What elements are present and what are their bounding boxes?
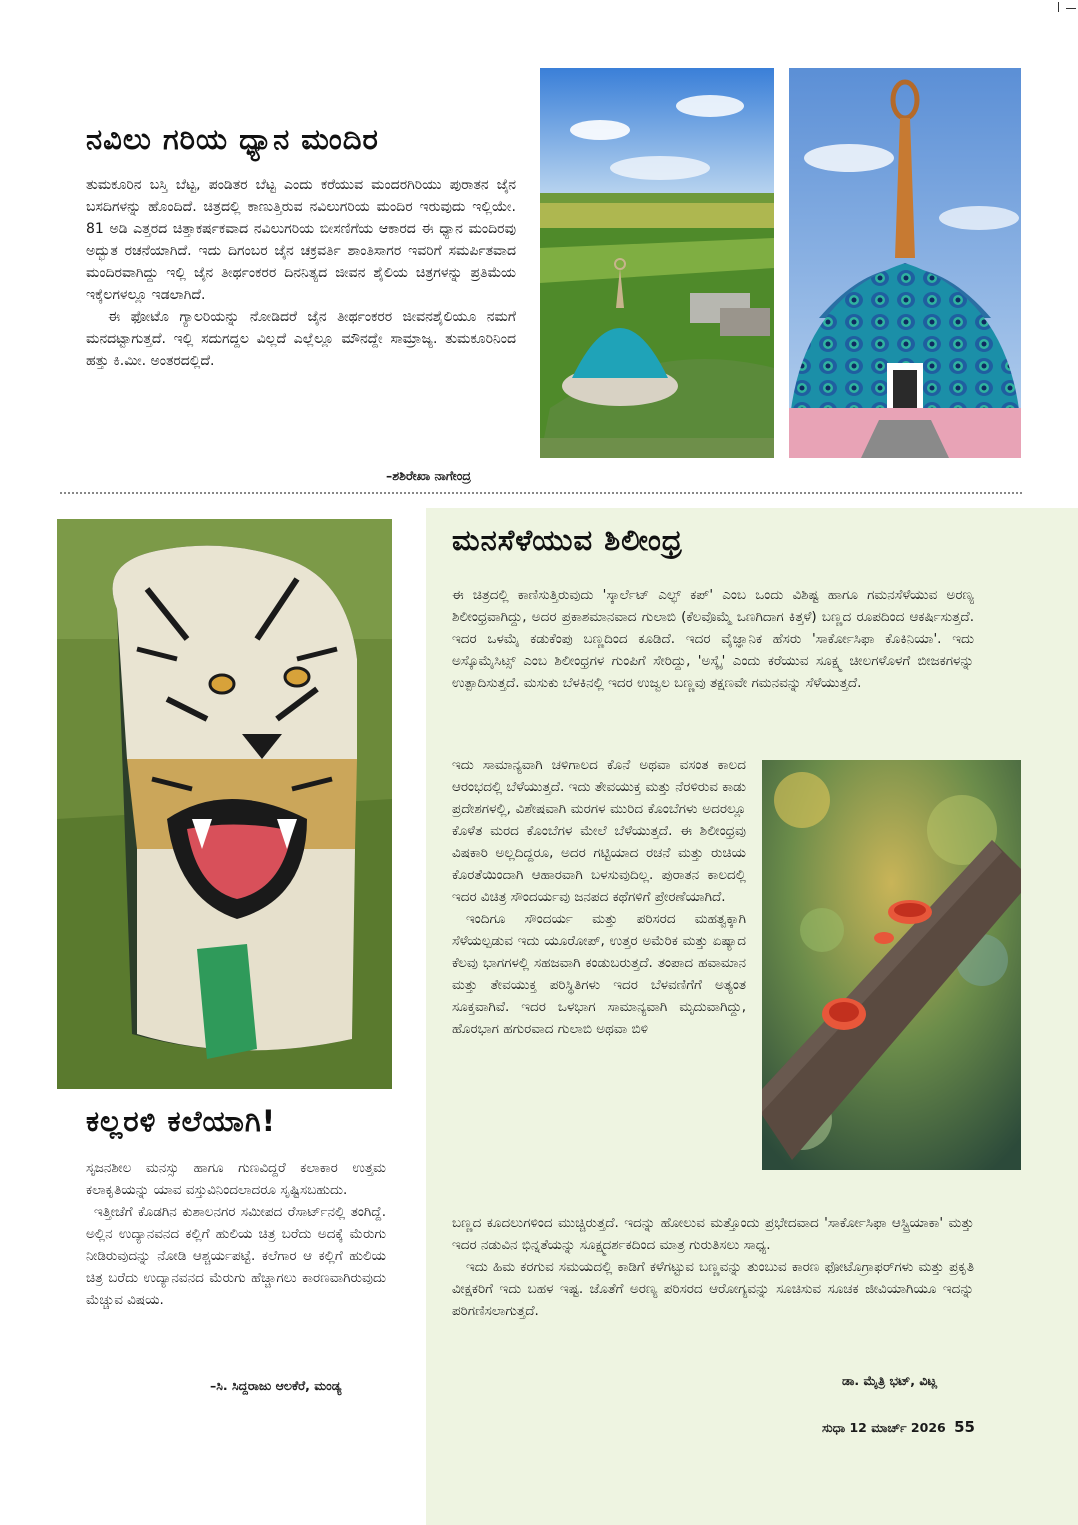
footer-page-number: 55 — [954, 1418, 975, 1436]
article3-para4: ಇದು ಹಿಮ ಕರಗುವ ಸಮಯದಲ್ಲಿ ಕಾಡಿಗೆ ಕಳೆಗಟ್ಟುವ ಬಣ್ಣವನ್ನು ತುಂಬುವ ಕಾರಣ ಫೋಟೊಗ್ರಾಫರ್‌ಗಳು ಮತ್ತು ಪ್ರಕೃತಿ ವೀಕ್ಷಕರಿಗೆ ಇದು ಬಹಳ ಇಷ್ಟ. ಜೊತೆಗೆ ಅರಣ್ಯ ಪರಿಸರದ ಆರೋಗ್ಯವನ್ನು ಸೂಚಿಸುವ ಸೂಚಕ ಜೀವಿಯಾಗಿಯೂ ಇದನ್ನು ಪರಿಗಣಿಸಲಾಗುತ್ತದೆ. — [452, 1259, 974, 1319]
article2-para2: ಇತ್ತೀಚೆಗೆ ಕೊಡಗಿನ ಕುಶಾಲನಗರ ಸಮೀಪದ ರೆಸಾರ್ಟ್‌ನಲ್ಲಿ ತಂಗಿದ್ದೆ. ಅಲ್ಲಿನ ಉದ್ಯಾನವನದ ಕಲ್ಲಿಗೆ ಹುಲಿಯ ಚಿತ್ರ ಬರೆದು ಅದಕ್ಕೆ ಮೆರುಗು ನೀಡಿರುವುದನ್ನು ನೋಡಿ ಆಶ್ಚರ್ಯಪಟ್ಟೆ. ಕಲೆಗಾರ ಆ ಕಲ್ಲಿಗೆ ಹುಲಿಯ ಚಿತ್ರ ಬರೆದು ಉದ್ಯಾನವನದ ಮೆರುಗು ಹೆಚ್ಚಾಗಲು ಕಾರಣವಾಗಿರುವುದು ಮೆಚ್ಚುವ ವಿಷಯ. — [86, 1204, 386, 1308]
article3-body-left — [452, 754, 746, 1040]
article3-body-top — [452, 584, 974, 694]
temple-aerial-photo — [540, 68, 774, 458]
footer-date: 12 ಮಾರ್ಚ್ 2026 — [849, 1420, 946, 1435]
tiger-rock-photo — [57, 519, 392, 1089]
article1-body — [86, 174, 516, 372]
crop-mark-top-right — [1058, 2, 1069, 12]
article2-byline: –ಸಿ. ಸಿದ್ದರಾಜು ಆಲಕೆರೆ, ಮಂಡ್ಯ — [210, 1378, 342, 1393]
article2-title: ಕಲ್ಲರಳಿ ಕಲೆಯಾಗಿ! — [86, 1104, 276, 1138]
article3-title: ಮನಸೆಳೆಯುವ ಶಿಲೀಂಧ್ರ — [452, 523, 683, 557]
section-divider — [60, 492, 1022, 494]
article1-byline: –ಶಶಿರೇಖಾ ನಾಗೇಂದ್ರ — [386, 468, 471, 483]
article3-byline: ಡಾ. ಮೈತ್ರಿ ಭಟ್, ವಿಟ್ಲ — [842, 1373, 938, 1388]
page-footer — [822, 1418, 975, 1436]
article3-para3a: ಇಂದಿಗೂ ಸೌಂದರ್ಯ ಮತ್ತು ಪರಿಸರದ ಮಹತ್ವಕ್ಕಾಗಿ ಸೆಳೆಯಲ್ಪಡುವ ಇದು ಯೂರೋಪ್, ಉತ್ತರ ಅಮೆರಿಕ ಮತ್ತು ಏಷ್ಯಾದ ಕೆಲವು ಭಾಗಗಳಲ್ಲಿ ಸಹಜವಾಗಿ ಕಂಡುಬರುತ್ತದೆ. ತಂಪಾದ ಹವಾಮಾನ ಮತ್ತು ತೇವಯುಕ್ತ ಪರಿಸ್ಥಿತಿಗಳು ಇದರ ಬೆಳವಣಿಗೆಗೆ ಅತ್ಯಂತ ಸೂಕ್ತವಾಗಿವೆ. ಇದರ ಒಳಭಾಗ ಸಾಮಾನ್ಯವಾಗಿ ಮೃದುವಾಗಿದ್ದು, ಹೊರಭಾಗ ಹಗುರವಾದ ಗುಲಾಬಿ ಅಥವಾ ಬಿಳಿ — [452, 911, 746, 1037]
crop-mark-right-mid — [1066, 8, 1076, 9]
article1-para1: ತುಮಕೂರಿನ ಬಸ್ತಿ ಬೆಟ್ಟ, ಪಂಡಿತರ ಬೆಟ್ಟ ಎಂದು ಕರೆಯುವ ಮಂದರಗಿರಿಯು ಪುರಾತನ ಜೈನ ಬಸದಿಗಳನ್ನು ಹೊಂದಿದೆ. ಚಿತ್ರದಲ್ಲಿ ಕಾಣುತ್ತಿರುವ ನವಿಲುಗರಿಯ ಮಂದಿರ ಇರುವುದು ಇಲ್ಲಿಯೇ. 81 ಅಡಿ ಎತ್ತರದ ಚಿತ್ತಾಕರ್ಷಕವಾದ ನವಿಲುಗರಿಯ ಬೀಸಣಿಗೆಯ ಆಕಾರದ ಈ ಧ್ಯಾನ ಮಂದಿರವು ಅದ್ಭುತ ರಚನೆಯಾಗಿದೆ. ಇದು ದಿಗಂಬರ ಜೈನ ಚಕ್ರವರ್ತಿ ಶಾಂತಿಸಾಗರ ಇವರಿಗೆ ಸಮರ್ಪಿತವಾದ ಮಂದಿರವಾಗಿದ್ದು ಇಲ್ಲಿ ಜೈನ ತೀರ್ಥಂಕರರ ದಿನನಿತ್ಯದ ಜೀವನ ಶೈಲಿಯ ಚಿತ್ರಗಳನ್ನು ಪ್ರತಿಮೆಯ ಇಕ್ಕೆಲಗಳಲ್ಲೂ ಇಡಲಾಗಿದೆ. — [86, 177, 516, 303]
article1-title: ನವಿಲು ಗರಿಯ ಧ್ಯಾನ ಮಂದಿರ — [86, 122, 379, 156]
article3-para1: ಈ ಚಿತ್ರದಲ್ಲಿ ಕಾಣಿಸುತ್ತಿರುವುದು 'ಸ್ಕಾರ್ಲೆಟ್ ಎಲ್ಫ್ ಕಪ್' ಎಂಬ ಒಂದು ವಿಶಿಷ್ಟ ಹಾಗೂ ಗಮನಸೆಳೆಯುವ ಅರಣ್ಯ ಶಿಲೀಂಧ್ರವಾಗಿದ್ದು, ಅದರ ಪ್ರಕಾಶಮಾನವಾದ ಗುಲಾಬಿ (ಕೆಲವೊಮ್ಮೆ ಒಣಗಿದಾಗ ಕಿತ್ತಳೆ) ಬಣ್ಣದ ರೂಪದಿಂದ ಆಕರ್ಷಿಸುತ್ತದೆ. ಇದರ ಒಳಮೈ ಕಡುಕೆಂಪು ಬಣ್ಣದಿಂದ ಕೂಡಿದೆ. ಇದರ ವೈಜ್ಞಾನಿಕ ಹೆಸರು 'ಸಾರ್ಕೋಸಿಫಾ ಕೊಕಿನಿಯಾ'. ಇದು ಅಸ್ಕೊಮೈಸಿಟ್ಸ್ ಎಂಬ ಶಿಲೀಂಧ್ರಗಳ ಗುಂಪಿಗೆ ಸೇರಿದ್ದು, 'ಅಸ್ಕೈ' ಎಂದು ಕರೆಯುವ ಸೂಕ್ಷ್ಮ ಚೀಲಗಳೊಳಗೆ ಬೀಜಕಗಳನ್ನು ಉತ್ಪಾದಿಸುತ್ತದೆ. ಮಸುಕು ಬೆಳಕಿನಲ್ಲಿ ಇದರ ಉಜ್ವಲ ಬಣ್ಣವು ತಕ್ಷಣವೇ ಗಮನವನ್ನು ಸೆಳೆಯುತ್ತದೆ. — [452, 587, 974, 691]
article3-para2: ಇದು ಸಾಮಾನ್ಯವಾಗಿ ಚಳಿಗಾಲದ ಕೊನೆ ಅಥವಾ ವಸಂತ ಕಾಲದ ಆರಂಭದಲ್ಲಿ ಬೆಳೆಯುತ್ತದೆ. ಇದು ತೇವಯುಕ್ತ ಮತ್ತು ನೆರಳಿರುವ ಕಾಡು ಪ್ರದೇಶಗಳಲ್ಲಿ, ವಿಶೇಷವಾಗಿ ಮರಗಳ ಮುರಿದ ಕೊಂಬೆಗಳು ಅದರಲ್ಲೂ ಕೊಳೆತ ಮರದ ಕೊಂಬೆಗಳ ಮೇಲೆ ಬೆಳೆಯುತ್ತದೆ. ಈ ಶಿಲೀಂಧ್ರವು ವಿಷಕಾರಿ ಅಲ್ಲದಿದ್ದರೂ, ಅದರ ಗಟ್ಟಿಯಾದ ರಚನೆ ಮತ್ತು ರುಚಿಯ ಕೊರತೆಯಿಂದಾಗಿ ಆಹಾರವಾಗಿ ಬಳಸುವುದಿಲ್ಲ. ಪುರಾತನ ಕಾಲದಲ್ಲಿ ಇದರ ವಿಚಿತ್ರ ಸೌಂದರ್ಯವು ಜನಪದ ಕಥೆಗಳಿಗೆ ಪ್ರೇರಣೆಯಾಗಿದೆ. — [452, 757, 746, 905]
article1-para2: ಈ ಫೋಟೊ ಗ್ಯಾಲರಿಯನ್ನು ನೋಡಿದರೆ ಜೈನ ತೀರ್ಥಂಕರರ ಜೀವನಶೈಲಿಯೂ ನಮಗೆ ಮನದಟ್ಟಾಗುತ್ತದೆ. ಇಲ್ಲಿ ಸದುಗದ್ದಲ ವಿಲ್ಲದೆ ಎಲ್ಲೆಲ್ಲೂ ಮೌನದ್ದೇ ಸಾಮ್ರಾಜ್ಯ. ತುಮಕೂರಿನಿಂದ ಹತ್ತು ಕಿ.ಮೀ. ಅಂತರದಲ್ಲಿದೆ. — [86, 309, 516, 369]
footer-magazine: ಸುಧಾ — [822, 1420, 846, 1435]
article2-para1: ಸೃಜನಶೀಲ ಮನಸ್ಸು ಹಾಗೂ ಗುಣವಿದ್ದರೆ ಕಲಾಕಾರ ಉತ್ತಮ ಕಲಾಕೃತಿಯನ್ನು ಯಾವ ವಸ್ತುವಿನಿಂದಲಾದರೂ ಸೃಷ್ಟಿಸಬಹುದು. — [86, 1160, 386, 1198]
article3-para3b: ಬಣ್ಣದ ಕೂದಲುಗಳಿಂದ ಮುಚ್ಚಿರುತ್ತದೆ. ಇದನ್ನು ಹೋಲುವ ಮತ್ತೊಂದು ಪ್ರಭೇದವಾದ 'ಸಾರ್ಕೋಸಿಫಾ ಆಸ್ಟ್ರಿಯಾಕಾ' ಮತ್ತು ಇದರ ನಡುವಿನ ಭಿನ್ನತೆಯನ್ನು ಸೂಕ್ಷ್ಮದರ್ಶಕದಿಂದ ಮಾತ್ರ ಗುರುತಿಸಲು ಸಾಧ್ಯ. — [452, 1215, 974, 1253]
fungus-photo — [762, 760, 1021, 1170]
article3-body-bottom — [452, 1212, 974, 1322]
peacock-dome-photo — [789, 68, 1021, 458]
article2-body — [86, 1157, 386, 1311]
